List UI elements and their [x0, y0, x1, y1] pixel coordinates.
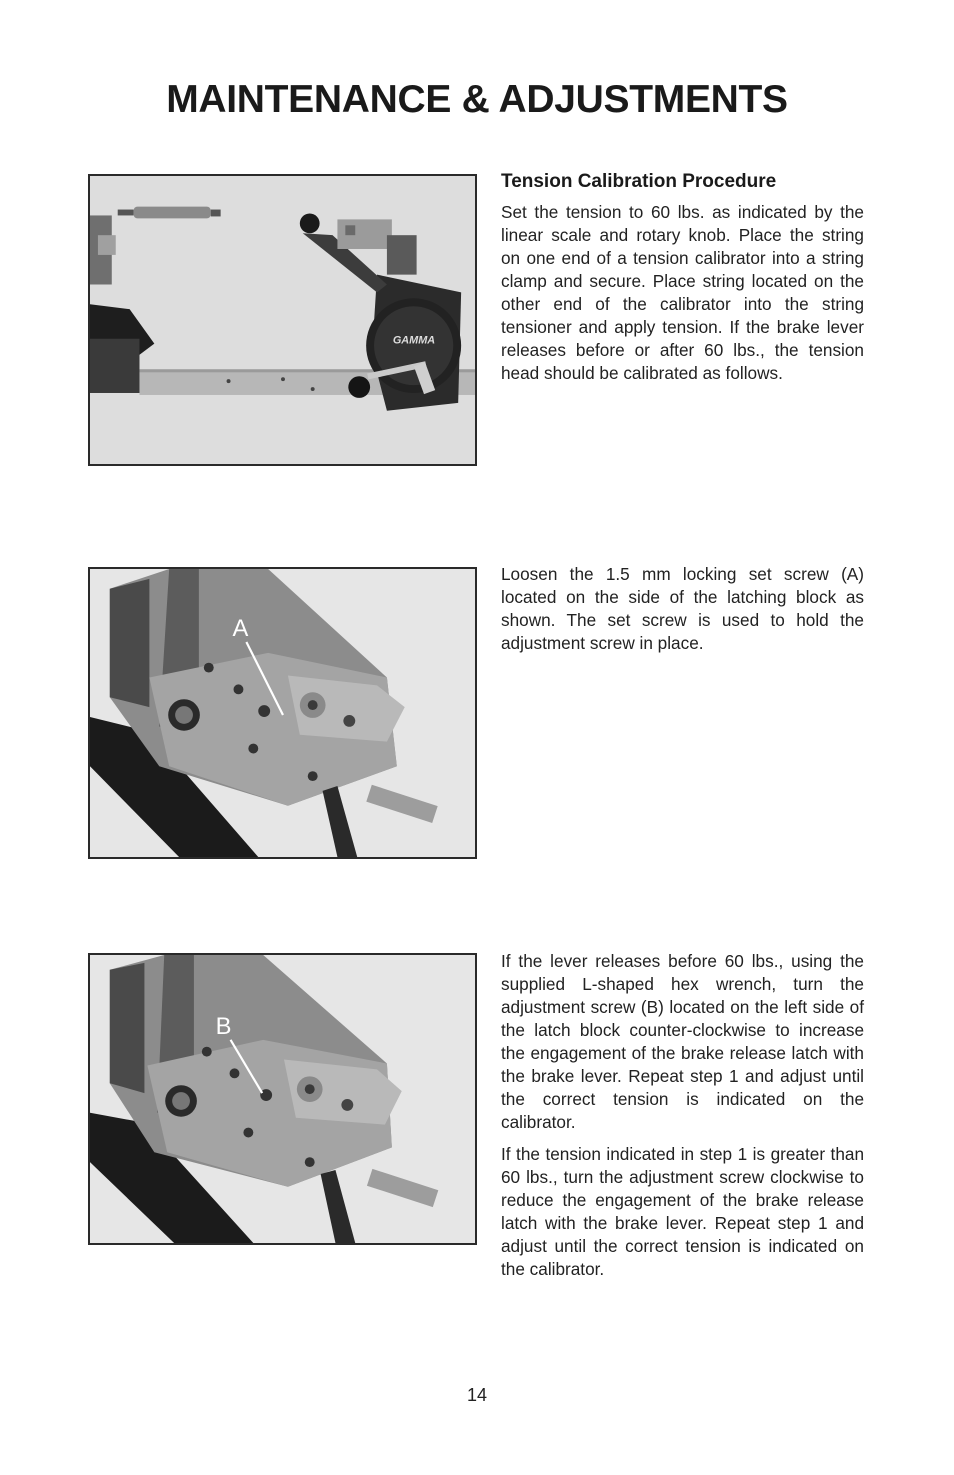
gamma-logo: GAMMA: [392, 334, 436, 347]
latch-block-photo-a: [88, 567, 477, 859]
section-tension-calibration: [501, 170, 864, 394]
section3-paragraph-2: If the tension indicated in step 1 is greater than 60 lbs., turn the adjustment screw clockwise to reduce the engagement of the brake release latch with the brake lever. Repeat step 1 and adjust until the correct tension is indicated on the calibrator.: [501, 1144, 864, 1279]
latch-block-photo-b: [88, 953, 477, 1245]
tension-head-photo: [88, 174, 477, 466]
section-heading: Tension Calibration Procedure: [501, 171, 777, 192]
section2-paragraph: Loosen the 1.5 mm locking set screw (A) located on the side of the latching block as shown. The set screw is used to hold the adjustment screw in place.: [501, 564, 864, 653]
section1-paragraph: Set the tension to 60 lbs. as indicated by the linear scale and rotary knob. Place the string on one end of a tension calibrator into a string clamp and secure. Place string located on the other end of the calibrator into the string tensioner and apply tension. If the brake lever releases before or after 60 lbs., the tension head should be calibrated as follows.: [501, 202, 864, 383]
section-loosen-set-screw: [501, 563, 864, 664]
page-number: 14: [466, 1385, 488, 1405]
page-title: MAINTENANCE & ADJUSTMENTS: [166, 78, 788, 121]
section3-paragraph-1: If the lever releases before 60 lbs., using the supplied L-shaped hex wrench, turn the adjustment screw (B) located on the left side of the latch block counter-clockwise to increase the engagement of the brake release latch with the brake lever. Repeat step 1 and adjust until the correct tension is indicated on the calibrator.: [501, 951, 864, 1132]
callout-a-label: A: [232, 616, 249, 643]
section-adjust-screw: [501, 950, 864, 1290]
callout-b-label: B: [215, 1013, 232, 1040]
